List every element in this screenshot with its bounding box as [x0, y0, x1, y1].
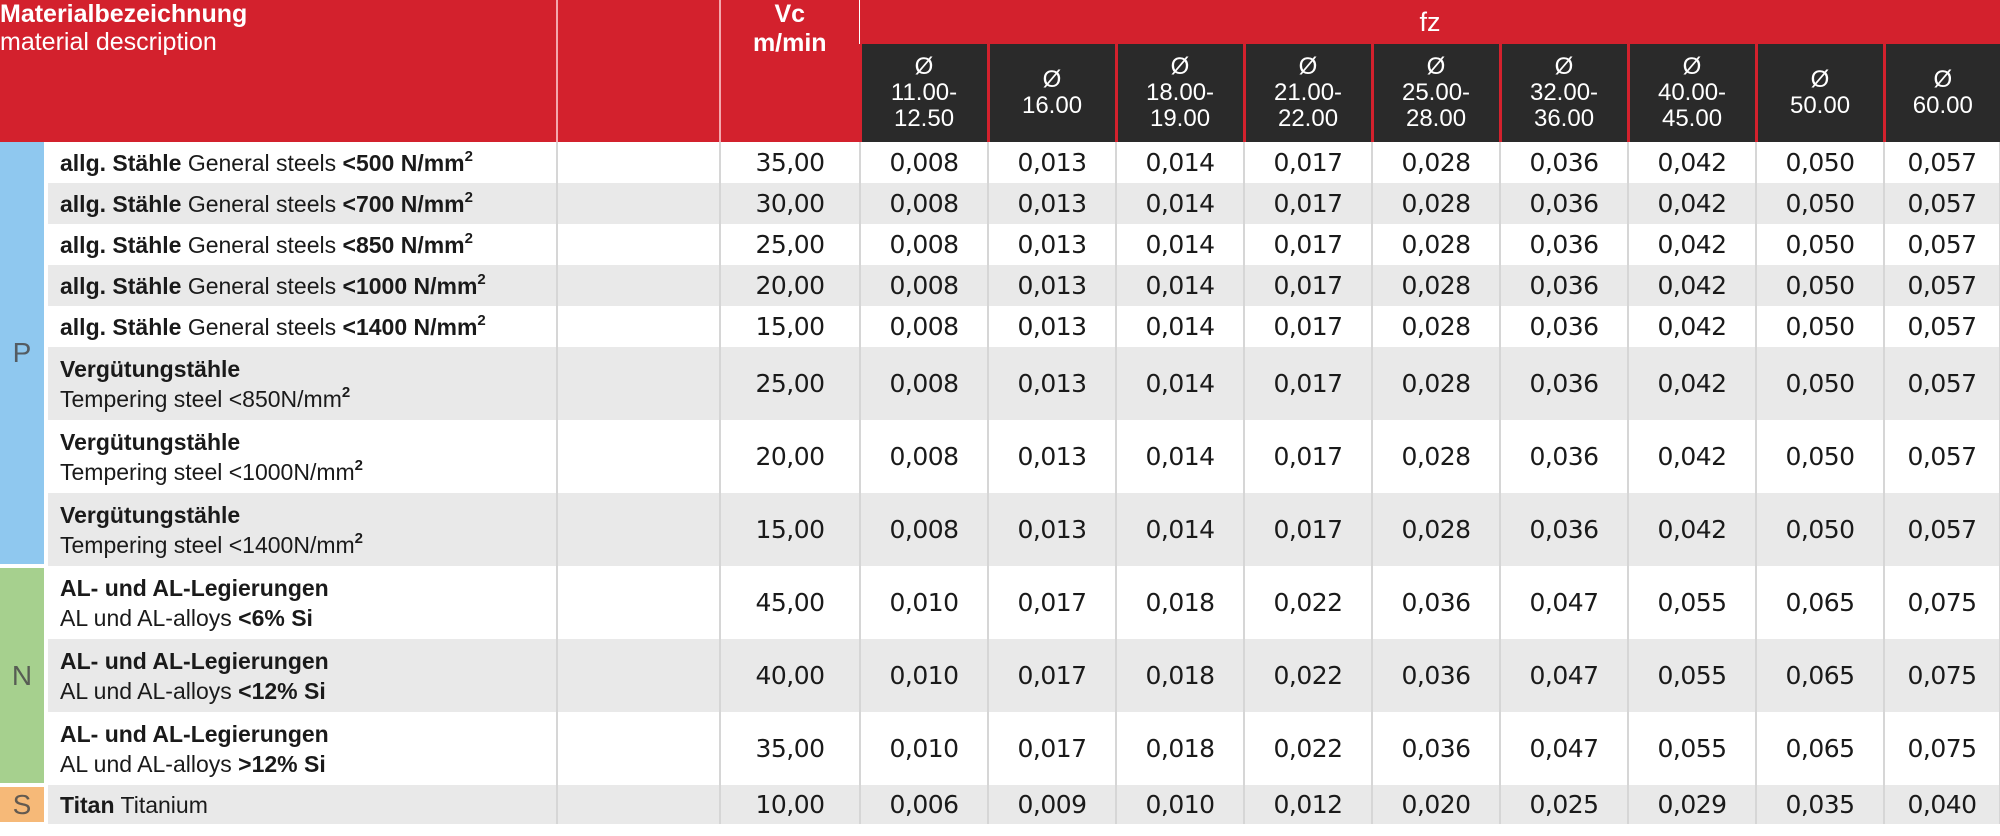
fz-value: 0,008 [860, 347, 988, 420]
table-row [0, 306, 2000, 347]
blank-cell [557, 306, 720, 347]
fz-value: 0,036 [1500, 265, 1628, 306]
fz-value: 0,075 [1884, 566, 2000, 639]
strength-limit: <1000 N/mm [342, 272, 478, 299]
table-row [0, 639, 2000, 712]
material-name [46, 712, 557, 785]
blank-cell [557, 183, 720, 224]
fz-value: 0,013 [988, 420, 1116, 493]
fz-value: 0,017 [988, 712, 1116, 785]
fz-value: 0,055 [1628, 712, 1756, 785]
material-name [46, 420, 557, 493]
table-row [0, 566, 2000, 639]
fz-value: 0,042 [1628, 493, 1756, 566]
fz-value: 0,008 [860, 142, 988, 183]
fz-value: 0,036 [1500, 493, 1628, 566]
fz-value: 0,036 [1372, 639, 1500, 712]
fz-value: 0,042 [1628, 142, 1756, 183]
diameter-value: 11.00- [890, 79, 958, 106]
superscript: 2 [464, 147, 473, 165]
material-name-de: allg. Stähle [60, 149, 182, 176]
fz-value: 0,057 [1884, 347, 2000, 420]
diameter-value: 22.00 [1277, 105, 1339, 132]
fz-value: 0,018 [1116, 566, 1244, 639]
fz-value: 0,008 [860, 265, 988, 306]
diameter-header [988, 44, 1116, 142]
material-header-en: material description [0, 28, 217, 56]
superscript: 2 [464, 229, 473, 247]
fz-value: 0,013 [988, 347, 1116, 420]
material-name-de: allg. Stähle [60, 190, 182, 217]
superscript: 2 [354, 529, 364, 547]
blank-cell [557, 493, 720, 566]
fz-value: 0,036 [1372, 566, 1500, 639]
fz-value: 0,042 [1628, 224, 1756, 265]
fz-value: 0,017 [988, 639, 1116, 712]
vc-value: 40,00 [720, 639, 860, 712]
blank-cell [557, 142, 720, 183]
diameter-value: 19.00 [1149, 105, 1211, 132]
fz-value: 0,057 [1884, 183, 2000, 224]
vc-unit: m/min [752, 29, 827, 57]
fz-value: 0,006 [860, 785, 988, 824]
fz-value: 0,042 [1628, 183, 1756, 224]
diameter-value: 40.00- [1657, 79, 1727, 106]
diameter-header [1884, 44, 2000, 142]
fz-value: 0,014 [1116, 347, 1244, 420]
table-row [0, 224, 2000, 265]
fz-value: 0,042 [1628, 306, 1756, 347]
material-name-en: General steels [187, 313, 337, 340]
diameter-symbol: Ø [1170, 53, 1190, 80]
fz-value: 0,022 [1244, 639, 1372, 712]
material-name [46, 224, 557, 265]
diameter-header [1116, 44, 1244, 142]
material-name [46, 265, 557, 306]
fz-value: 0,028 [1372, 224, 1500, 265]
diameter-header [1628, 44, 1756, 142]
diameter-value: 21.00- [1273, 79, 1343, 106]
fz-value: 0,036 [1500, 347, 1628, 420]
diameter-symbol: Ø [1682, 53, 1702, 80]
diameter-symbol: Ø [1554, 53, 1574, 80]
table-row [0, 785, 2000, 824]
fz-value: 0,042 [1628, 347, 1756, 420]
fz-value: 0,017 [1244, 183, 1372, 224]
material-name-en: Tempering steel [60, 458, 223, 485]
fz-value: 0,057 [1884, 142, 2000, 183]
table-row [0, 183, 2000, 224]
material-name [46, 183, 557, 224]
diameter-value: 16.00 [1021, 92, 1083, 119]
fz-value: 0,065 [1756, 712, 1884, 785]
material-name-de: allg. Stähle [60, 313, 182, 340]
fz-value: 0,028 [1372, 347, 1500, 420]
superscript: 2 [354, 456, 364, 474]
fz-value: 0,042 [1628, 420, 1756, 493]
material-group-letter: S [12, 788, 32, 820]
table-row [0, 712, 2000, 785]
vc-header [720, 0, 860, 142]
strength-limit: <1400 N/mm [342, 313, 478, 340]
material-name-en: Tempering steel [60, 385, 223, 412]
blank-cell [557, 639, 720, 712]
material-group-letter: N [11, 659, 33, 691]
fz-value: 0,017 [1244, 347, 1372, 420]
strength-limit: <700 N/mm [342, 190, 465, 217]
fz-value: 0,036 [1500, 224, 1628, 265]
blank-cell [557, 347, 720, 420]
table-row [0, 347, 2000, 420]
diameter-value: 45.00 [1661, 105, 1723, 132]
blank-cell [557, 224, 720, 265]
vc-value: 35,00 [720, 712, 860, 785]
fz-value: 0,050 [1756, 306, 1884, 347]
fz-value: 0,017 [1244, 265, 1372, 306]
fz-value: 0,014 [1116, 493, 1244, 566]
material-name-de: allg. Stähle [60, 272, 182, 299]
diameter-header [1756, 44, 1884, 142]
fz-value: 0,042 [1628, 265, 1756, 306]
fz-value: 0,050 [1756, 347, 1884, 420]
fz-value: 0,014 [1116, 183, 1244, 224]
fz-value: 0,057 [1884, 420, 2000, 493]
fz-value: 0,008 [860, 224, 988, 265]
diameter-value: 36.00 [1533, 105, 1595, 132]
blank-header [557, 0, 720, 142]
blank-cell [557, 712, 720, 785]
material-name [46, 493, 557, 566]
diameter-symbol: Ø [1933, 66, 1953, 93]
blank-cell [557, 265, 720, 306]
diameter-value: 32.00- [1529, 79, 1599, 106]
fz-value: 0,022 [1244, 712, 1372, 785]
vc-value: 15,00 [720, 493, 860, 566]
fz-value: 0,009 [988, 785, 1116, 824]
diameter-header [860, 44, 988, 142]
material-name-de: Vergütungstähle [60, 501, 241, 528]
fz-value: 0,075 [1884, 712, 2000, 785]
fz-value: 0,017 [1244, 420, 1372, 493]
fz-header: fz [860, 0, 2000, 44]
fz-value: 0,065 [1756, 566, 1884, 639]
material-name-de: AL- und AL-Legierungen [60, 574, 329, 601]
diameter-value: 60.00 [1912, 92, 1973, 119]
fz-value: 0,014 [1116, 142, 1244, 183]
fz-value: 0,017 [1244, 224, 1372, 265]
fz-value: 0,050 [1756, 183, 1884, 224]
superscript: 2 [341, 383, 351, 401]
fz-value: 0,029 [1628, 785, 1756, 824]
fz-value: 0,028 [1372, 183, 1500, 224]
fz-value: 0,028 [1372, 142, 1500, 183]
fz-value: 0,018 [1116, 712, 1244, 785]
fz-value: 0,022 [1244, 566, 1372, 639]
vc-value: 20,00 [720, 420, 860, 493]
material-name-de: Vergütungstähle [60, 355, 241, 382]
material-name-en: General steels [187, 231, 337, 258]
vc-value: 15,00 [720, 306, 860, 347]
table-body [0, 142, 2000, 824]
fz-value: 0,017 [988, 566, 1116, 639]
material-name-de: Vergütungstähle [60, 428, 241, 455]
material-header [0, 0, 557, 142]
diameter-value: 25.00- [1401, 79, 1471, 106]
material-name-en: Tempering steel [60, 531, 223, 558]
material-name [46, 639, 557, 712]
strength-limit: <500 N/mm [342, 149, 465, 176]
diameter-value: 18.00- [1145, 79, 1215, 106]
fz-value: 0,017 [1244, 306, 1372, 347]
table-row [0, 493, 2000, 566]
fz-value: 0,013 [988, 306, 1116, 347]
diameter-header [1244, 44, 1372, 142]
material-name-en: AL und AL-alloys [60, 604, 232, 631]
fz-value: 0,047 [1500, 566, 1628, 639]
fz-value: 0,028 [1372, 420, 1500, 493]
diameter-symbol: Ø [1426, 53, 1446, 80]
fz-value: 0,036 [1500, 420, 1628, 493]
strength-limit: <850N/mm [228, 385, 342, 412]
material-name-de: AL- und AL-Legierungen [60, 720, 329, 747]
fz-value: 0,040 [1884, 785, 2000, 824]
fz-value: 0,014 [1116, 224, 1244, 265]
material-name [46, 142, 557, 183]
strength-limit: <1400N/mm [228, 531, 355, 558]
diameter-value: 12.50 [893, 105, 955, 132]
blank-cell [557, 420, 720, 493]
material-name-en: General steels [187, 272, 337, 299]
fz-value: 0,008 [860, 420, 988, 493]
fz-value: 0,010 [860, 566, 988, 639]
material-name-de: allg. Stähle [60, 231, 182, 258]
fz-value: 0,013 [988, 142, 1116, 183]
superscript: 2 [477, 270, 486, 288]
diameter-symbol: Ø [1810, 66, 1830, 93]
table-row [0, 420, 2000, 493]
fz-value: 0,075 [1884, 639, 2000, 712]
fz-value: 0,055 [1628, 566, 1756, 639]
strength-limit: <850 N/mm [342, 231, 465, 258]
material-name [46, 306, 557, 347]
fz-value: 0,010 [1116, 785, 1244, 824]
material-name [46, 566, 557, 639]
fz-value: 0,008 [860, 493, 988, 566]
material-group-letter: P [12, 337, 32, 368]
diameter-header [1500, 44, 1628, 142]
material-name-en: Titanium [120, 791, 208, 818]
fz-value: 0,047 [1500, 639, 1628, 712]
fz-value: 0,065 [1756, 639, 1884, 712]
table-row [0, 265, 2000, 306]
fz-value: 0,013 [988, 493, 1116, 566]
vc-label: Vc [774, 0, 806, 28]
material-name-en: General steels [187, 190, 337, 217]
fz-value: 0,028 [1372, 306, 1500, 347]
material-group-n [0, 566, 46, 785]
material-group-s [0, 785, 46, 824]
material-group-p [0, 142, 46, 566]
fz-value: 0,010 [860, 712, 988, 785]
fz-value: 0,013 [988, 183, 1116, 224]
vc-value: 25,00 [720, 347, 860, 420]
fz-value: 0,008 [860, 183, 988, 224]
fz-value: 0,013 [988, 224, 1116, 265]
fz-value: 0,057 [1884, 306, 2000, 347]
fz-value: 0,012 [1244, 785, 1372, 824]
diameter-value: 50.00 [1789, 92, 1851, 119]
fz-value: 0,036 [1372, 712, 1500, 785]
fz-value: 0,013 [988, 265, 1116, 306]
diameter-symbol: Ø [1042, 66, 1062, 93]
fz-value: 0,025 [1500, 785, 1628, 824]
fz-value: 0,055 [1628, 639, 1756, 712]
material-header-de: Materialbezeichnung [0, 0, 248, 28]
table-row [0, 142, 2000, 183]
fz-value: 0,017 [1244, 142, 1372, 183]
material-name-de: AL- und AL-Legierungen [60, 647, 329, 674]
material-name-de: Titan [60, 791, 115, 818]
material-name-en: AL und AL-alloys [60, 750, 232, 777]
fz-value: 0,008 [860, 306, 988, 347]
fz-value: 0,017 [1244, 493, 1372, 566]
fz-value: 0,028 [1372, 265, 1500, 306]
fz-value: 0,036 [1500, 306, 1628, 347]
blank-cell [557, 566, 720, 639]
blank-cell [557, 785, 720, 824]
strength-limit: <6% Si [238, 604, 313, 631]
fz-value: 0,014 [1116, 265, 1244, 306]
diameter-symbol: Ø [914, 53, 934, 80]
fz-value: 0,050 [1756, 493, 1884, 566]
diameter-value: 28.00 [1405, 105, 1467, 132]
vc-value: 30,00 [720, 183, 860, 224]
superscript: 2 [477, 311, 486, 329]
fz-value: 0,057 [1884, 493, 2000, 566]
fz-value: 0,050 [1756, 265, 1884, 306]
vc-value: 45,00 [720, 566, 860, 639]
fz-value: 0,057 [1884, 224, 2000, 265]
diameter-header [1372, 44, 1500, 142]
fz-value: 0,050 [1756, 420, 1884, 493]
fz-value: 0,057 [1884, 265, 2000, 306]
fz-value: 0,050 [1756, 224, 1884, 265]
material-name-en: General steels [187, 149, 337, 176]
diameter-symbol: Ø [1298, 53, 1318, 80]
fz-value: 0,036 [1500, 142, 1628, 183]
fz-value: 0,020 [1372, 785, 1500, 824]
strength-limit: <1000N/mm [228, 458, 355, 485]
strength-limit: <12% Si [238, 677, 326, 704]
fz-value: 0,010 [860, 639, 988, 712]
strength-limit: >12% Si [238, 750, 326, 777]
fz-value: 0,047 [1500, 712, 1628, 785]
vc-value: 25,00 [720, 224, 860, 265]
fz-value: 0,018 [1116, 639, 1244, 712]
superscript: 2 [464, 188, 473, 206]
vc-value: 35,00 [720, 142, 860, 183]
fz-value: 0,014 [1116, 420, 1244, 493]
fz-value: 0,028 [1372, 493, 1500, 566]
material-name [46, 347, 557, 420]
fz-value: 0,036 [1500, 183, 1628, 224]
fz-value: 0,050 [1756, 142, 1884, 183]
vc-value: 10,00 [720, 785, 860, 824]
material-name-en: AL und AL-alloys [60, 677, 232, 704]
vc-value: 20,00 [720, 265, 860, 306]
fz-value: 0,035 [1756, 785, 1884, 824]
material-name [46, 785, 557, 824]
fz-value: 0,014 [1116, 306, 1244, 347]
